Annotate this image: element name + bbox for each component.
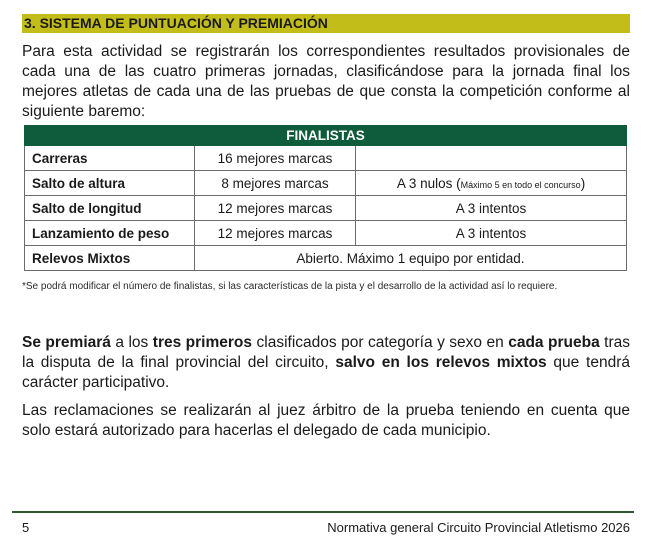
- award-bold-1: Se premiará: [22, 334, 111, 351]
- finalists-table: [24, 125, 627, 271]
- claims-paragraph: Las reclamaciones se realizarán al juez árbitro de la prueba teniendo en cuenta que solo estará autorizado para hacerlas el delegado de cada municipio.: [22, 402, 630, 439]
- event-name: Relevos Mixtos: [25, 246, 195, 271]
- table-row: [25, 221, 627, 246]
- award-bold-2: tres primeros: [152, 334, 253, 351]
- event-name: Carreras: [25, 146, 195, 171]
- relay-rule: Abierto. Máximo 1 equipo por entidad.: [195, 246, 627, 271]
- award-paragraph: [22, 333, 630, 393]
- table-header-row: [25, 126, 627, 146]
- table-row: [25, 146, 627, 171]
- event-name: Salto de altura: [25, 171, 195, 196]
- intro-paragraph: Para esta actividad se registrarán los correspondientes resultados provisionales de cada una de las cuatro primeras jornadas, clasificándose para la jornada final los mejores atletas de cada una de las pruebas de que consta la competición conforme al siguiente baremo:: [22, 43, 630, 120]
- award-text-1: a los: [110, 334, 153, 351]
- event-name: Salto de longitud: [25, 196, 195, 221]
- footer-title: Normativa general Circuito Provincial Atletismo 2026: [327, 520, 630, 535]
- footer-divider: [12, 511, 634, 513]
- award-text-3: tras la disputa de la final provincial del circuito,: [22, 334, 631, 371]
- section-title: 3. SISTEMA DE PUNTUACIÓN Y PREMIACIÓN: [22, 14, 630, 33]
- table-row: [25, 246, 627, 271]
- finalist-count: 12 mejores marcas: [195, 221, 356, 246]
- footnote: *Se podrá modificar el número de finalistas, si las características de la pista y el desarrollo de la actividad así lo requiere.: [22, 281, 558, 292]
- award-bold-3: cada prueba: [508, 334, 600, 351]
- table-row: [25, 196, 627, 221]
- finalist-count: 12 mejores marcas: [195, 196, 356, 221]
- page-number: 5: [22, 520, 30, 535]
- finalist-count: 16 mejores marcas: [195, 146, 356, 171]
- attempt-rule-detail: Máximo 5 en todo el concurso: [460, 179, 581, 190]
- event-name: Lanzamiento de peso: [25, 221, 195, 246]
- attempt-rule-close: ): [580, 175, 586, 191]
- award-text-2: clasificados por categoría y sexo en: [252, 334, 509, 351]
- table-header: FINALISTAS: [25, 126, 627, 146]
- attempt-rule: A 3 intentos: [356, 221, 627, 246]
- award-text-4: que tendrá carácter participativo.: [22, 354, 630, 391]
- award-bold-4: salvo en los relevos mixtos: [335, 354, 547, 371]
- table-row: [25, 171, 627, 196]
- attempt-rule-main: A 3 nulos (: [396, 175, 461, 191]
- finalist-count: 8 mejores marcas: [195, 171, 356, 196]
- attempt-rule: A 3 intentos: [356, 196, 627, 221]
- attempt-rule: [356, 171, 627, 196]
- attempt-rule: [356, 146, 627, 171]
